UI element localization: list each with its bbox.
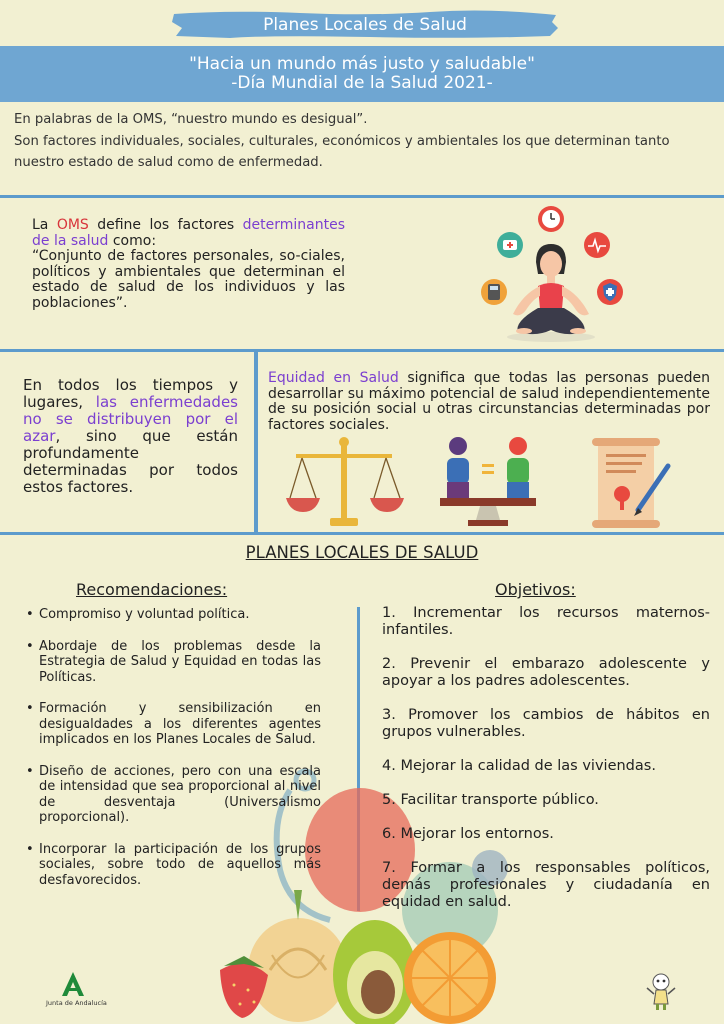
recomendacion-item <box>26 764 321 826</box>
tiempos-paragraph <box>23 377 238 496</box>
bullet: • <box>26 841 34 857</box>
banner-title: Planes Locales de Salud <box>263 15 467 35</box>
objetivo-item: 7. Formar a los responsables políticos, demás profesionales y ciudadanía en equidad en salud. <box>382 860 710 910</box>
oms-keyword: OMS <box>56 217 89 233</box>
objetivos-heading: Objetivos: <box>495 580 576 599</box>
recomendaciones-heading: Recomendaciones: <box>76 580 228 599</box>
onion-icon <box>248 918 348 1022</box>
intro-line-2: Son factores individuales, sociales, culturales, económicos y ambientales los que determinan tanto nuestro estado de salud como de enfermedad. <box>14 133 670 170</box>
face <box>540 251 562 277</box>
oms-definition <box>32 218 345 311</box>
divider-middle <box>0 349 724 352</box>
oms-mid: define los factores <box>97 217 235 233</box>
equidad-text: significa que todas las personas pueden desarrollar su máximo potencial de salud independientemente de su posición social u otras circunstancias determinadas por factores sociales. <box>268 370 710 433</box>
top <box>538 283 564 309</box>
bullet: • <box>26 607 34 622</box>
top-banner <box>170 8 560 42</box>
recomendacion-item <box>26 701 321 748</box>
objetivos-list <box>382 605 710 928</box>
bullet: • <box>26 638 34 654</box>
recomendacion-text: Formación y sensibilización en desigualdades a los diferentes agentes implicados en los Planes Locales de Salud. <box>39 701 321 747</box>
enfermedades-highlight: las enfermedades no se distribuyen por el azar <box>23 393 238 445</box>
objetivo-item: 2. Prevenir el embarazo adolescente y apoyar a los padres adolescentes. <box>382 656 710 689</box>
recomendacion-item <box>26 842 321 889</box>
tiempos-pre: En todos los tiempos y lugares, <box>23 376 238 411</box>
planes-title: PLANES LOCALES DE SALUD <box>245 543 479 562</box>
recomendacion-text: Incorporar la participación de los grupos sociales, sobre todo de aquellos más desfavorecidos. <box>39 841 321 888</box>
objetivo-item: 5. Facilitar transporte público. <box>382 792 599 808</box>
bullet: • <box>26 763 34 779</box>
header-slogan: "Hacia un mundo más justo y saludable" <box>189 54 535 74</box>
meditation-illustration <box>478 204 628 346</box>
junta-andalucia-logo-icon <box>60 970 86 998</box>
objetivo-item: 6. Mejorar los entornos. <box>382 826 554 842</box>
recomendacion-item <box>26 607 321 623</box>
recomendacion-text: Abordaje de los problemas desde la Estrategia de Salud y Equidad en todas las Políticas. <box>39 638 321 685</box>
junta-andalucia-label: Junta de Andalucía <box>46 999 107 1007</box>
equidad-paragraph <box>268 371 710 433</box>
mascot-logo-icon <box>644 972 678 1012</box>
recomendaciones-list <box>26 607 321 904</box>
header-event: -Día Mundial de la Salud 2021- <box>231 73 493 93</box>
intro-text <box>14 109 714 174</box>
strawberry-icon <box>220 964 268 1018</box>
equality-figures-icon <box>438 436 538 530</box>
intro-line-1: En palabras de la OMS, “nuestro mundo es desigual”. <box>14 112 368 127</box>
objetivo-item: 1. Incrementar los recursos maternos-infantiles. <box>382 605 710 638</box>
recomendacion-text: Diseño de acciones, pero con una escala de intensidad que sea proporcional al nivel de desventaja (Universalismo proporcional). <box>39 763 321 825</box>
objetivo-item: 3. Promover los cambios de hábitos en grupos vulnerables. <box>382 707 710 740</box>
balance-scale-icon <box>286 436 404 530</box>
determinantes-highlight: determinantes de la salud <box>32 217 346 249</box>
oms-post: como: <box>112 232 157 249</box>
document-certificate-icon <box>592 436 672 530</box>
divider-vertical-middle <box>254 352 258 532</box>
recomendacion-text: Compromiso y voluntad política. <box>39 607 250 622</box>
oms-pre: La <box>32 217 49 233</box>
divider-bottom <box>0 532 724 535</box>
equidad-highlight: Equidad en Salud <box>268 370 399 386</box>
recomendacion-item <box>26 639 321 686</box>
header-band <box>0 46 724 102</box>
oms-quote: “Conjunto de factores personales, so-ciales, políticos y ambientales que determinan el estado de salud de los individuos y las poblaciones”. <box>32 248 345 311</box>
objetivo-item: 4. Mejorar la calidad de las viviendas. <box>382 758 656 774</box>
divider-top <box>0 195 724 198</box>
tiempos-post: , sino que están profundamente determinadas por todos estos factores. <box>23 427 238 496</box>
bullet: • <box>26 701 34 716</box>
